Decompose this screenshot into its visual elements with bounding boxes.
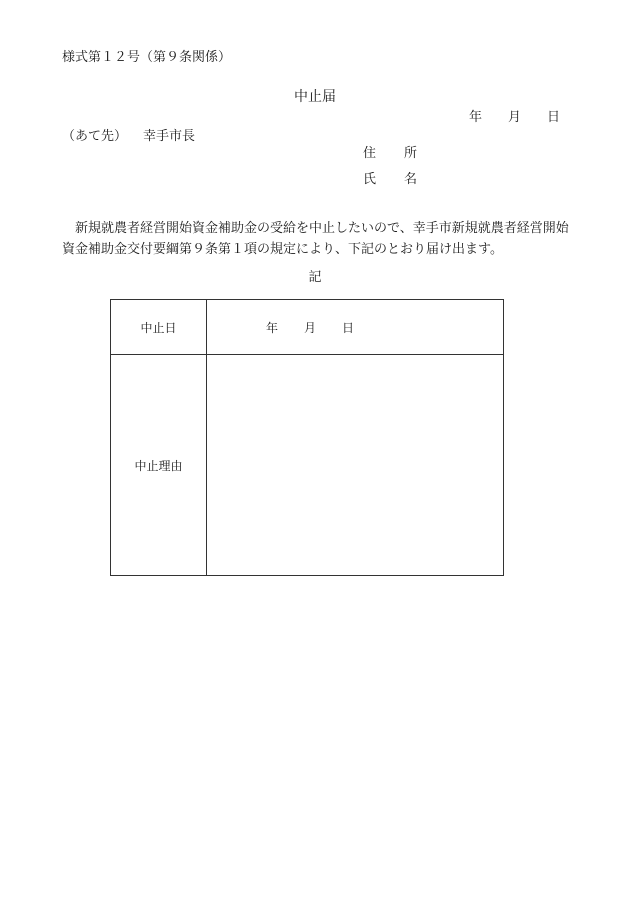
applicant-address-row — [363, 142, 417, 161]
addressee-prefix: （あて先） — [62, 129, 128, 144]
ki-heading: 記 — [308, 270, 322, 285]
stop-date-year: 年 — [266, 320, 279, 335]
name-label-2: 名 — [404, 172, 418, 187]
stop-reason-field — [207, 355, 504, 576]
table-row-stop-reason — [111, 355, 504, 576]
submission-date — [469, 106, 560, 125]
date-day-label: 日 — [546, 110, 560, 125]
stop-reason-label: 中止理由 — [111, 355, 207, 576]
body-paragraph: 新規就農者経営開始資金補助金の受給を中止したいので、幸手市新規就農者経営開始資金補助金交付要綱第９条第１項の規定により、下記のとおり届け出ます。 — [62, 221, 569, 257]
addressee — [62, 125, 195, 144]
stop-date-label: 中止日 — [111, 300, 207, 355]
name-label-1: 氏 — [363, 172, 377, 187]
address-label-2: 所 — [404, 146, 418, 161]
form-number: 様式第１２号（第９条関係） — [62, 50, 232, 65]
record-table — [110, 299, 504, 576]
stop-date-day: 日 — [342, 320, 355, 335]
address-label-1: 住 — [363, 146, 377, 161]
stop-date-month: 月 — [304, 320, 317, 335]
date-month-label: 月 — [507, 110, 521, 125]
applicant-name-row — [363, 168, 417, 187]
page-title: 中止届 — [294, 89, 336, 105]
date-year-label: 年 — [468, 110, 482, 125]
stop-date-field — [207, 300, 504, 355]
addressee-city: 幸手市長 — [143, 129, 196, 144]
table-row-stop-date — [111, 300, 504, 355]
